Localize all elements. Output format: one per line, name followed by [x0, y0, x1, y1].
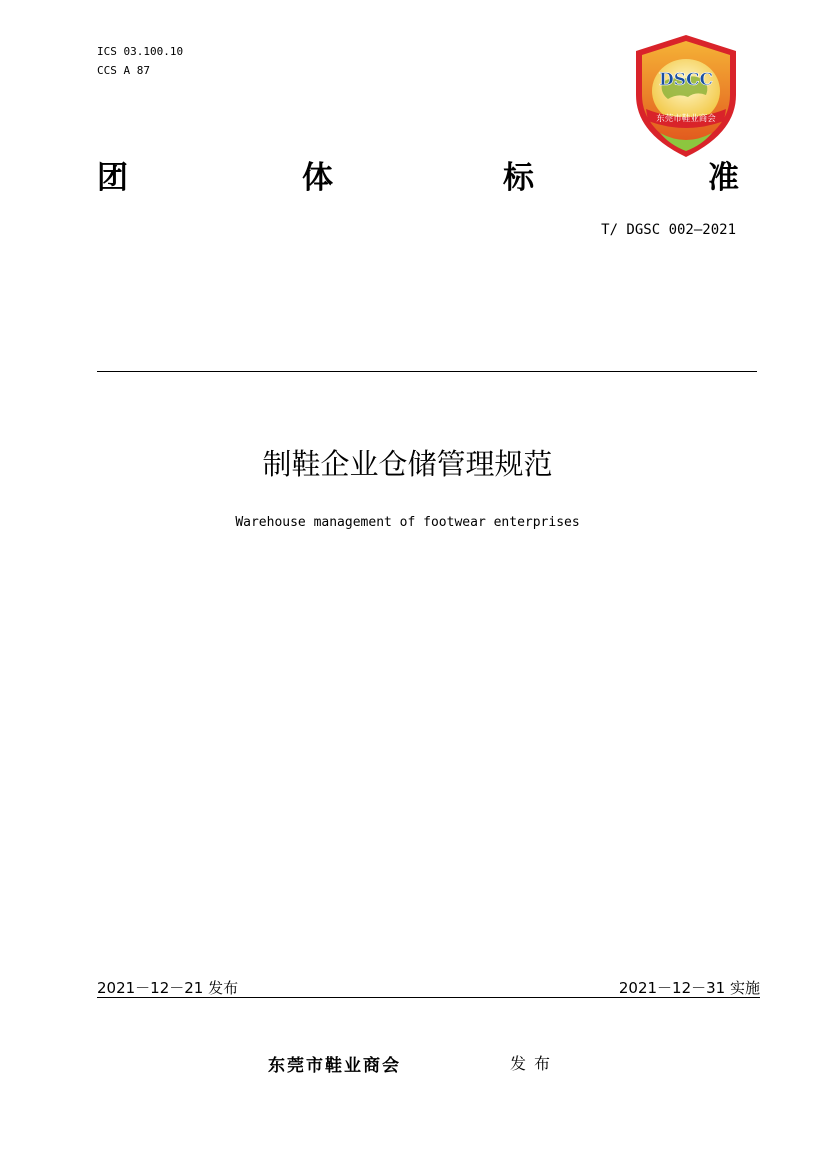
logo-ribbon-text: 东莞市鞋业商会 — [656, 114, 716, 124]
standard-number: T/ DGSC 002—2021 — [601, 222, 736, 238]
issued-label: 发布 — [510, 1054, 559, 1073]
title-chinese: 制鞋企业仓储管理规范 — [262, 447, 553, 481]
doc-type-char-4: 准 — [708, 160, 739, 196]
title-english: Warehouse management of footwear enterprises — [235, 515, 580, 530]
publish-date: 2021－12－21 发布 — [97, 979, 239, 997]
dscc-logo — [632, 33, 740, 159]
implement-date: 2021－12－31 实施 — [618, 979, 760, 997]
doc-type-char-3: 标 — [503, 160, 534, 196]
footer-divider — [97, 997, 760, 998]
logo-text: DSCC — [658, 70, 714, 90]
doc-type-char-2: 体 — [302, 160, 333, 196]
header-divider — [97, 371, 757, 372]
doc-type-char-1: 团 — [97, 160, 128, 196]
dscc-seal-icon — [632, 33, 740, 159]
ics-code: ICS 03.100.10 — [97, 45, 184, 58]
ccs-code: CCS A 87 — [97, 64, 150, 77]
issuer-name: 东莞市鞋业商会 — [268, 1056, 401, 1076]
